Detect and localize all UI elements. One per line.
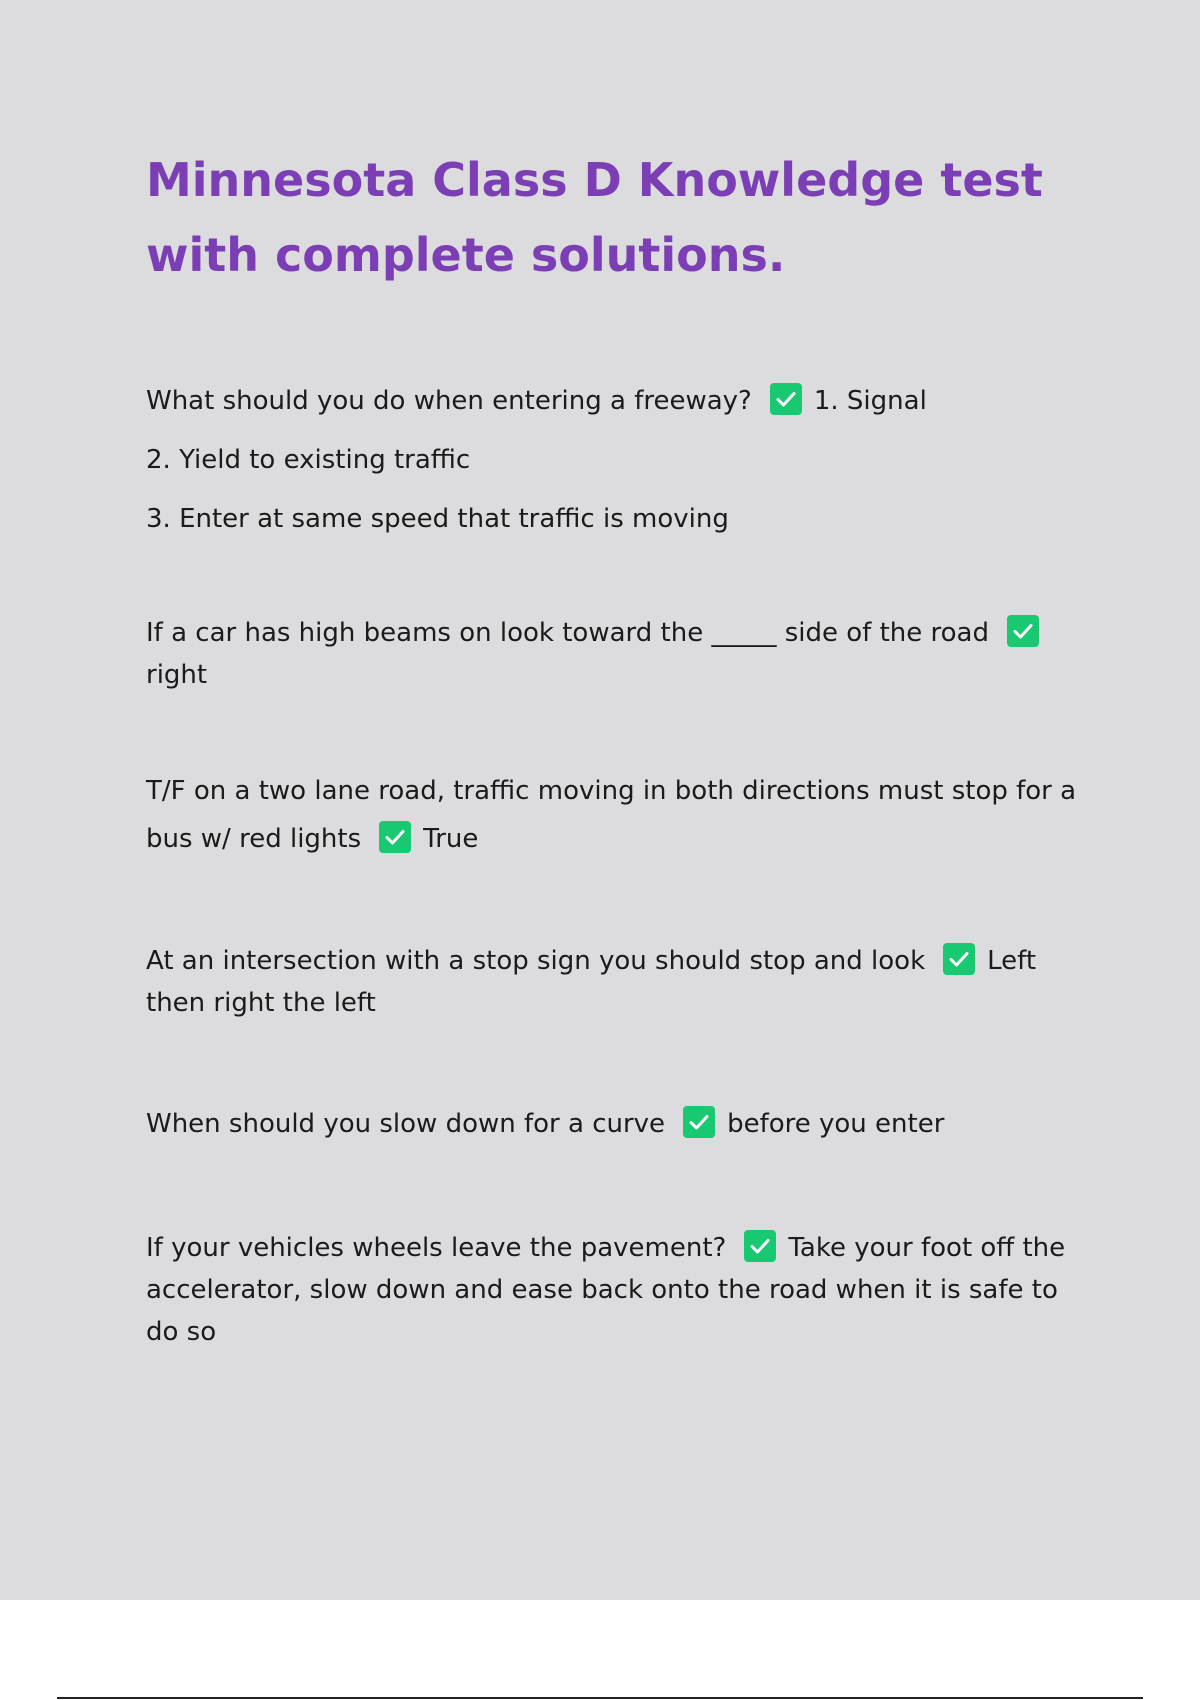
qa-item-6 (146, 1227, 1081, 1353)
answer-text: True (423, 824, 479, 854)
answer-line: 1. Signal (813, 386, 927, 416)
qa-4-text (146, 940, 1081, 1024)
footer-divider (57, 1697, 1143, 1699)
check-box-icon (943, 943, 975, 975)
qa-item-2 (146, 612, 1081, 696)
qa-5-text (146, 1103, 1081, 1145)
answer-text: Take your foot off the accelerator, slow down and ease back onto the road when it is safe to do so (146, 1233, 1066, 1347)
question-text: T/F on a two lane road, traffic moving in both directions must stop for a bus w/ red lights (146, 776, 1077, 854)
document-title: Minnesota Class D Knowledge test with complete solutions. (146, 153, 1043, 282)
qa-3-text (146, 767, 1081, 863)
question-text: When should you slow down for a curve (146, 1109, 666, 1139)
question-text: If your vehicles wheels leave the pavement? (146, 1233, 727, 1263)
qa-item-4 (146, 940, 1081, 1024)
answer-text: right (146, 660, 208, 690)
check-box-icon (683, 1106, 715, 1138)
qa-2-text (146, 612, 1081, 696)
qa-6-text (146, 1227, 1081, 1353)
qa-1-first-line (146, 372, 1081, 431)
check-box-icon (744, 1230, 776, 1262)
question-text: What should you do when entering a freeway? (146, 386, 752, 416)
answer-line: 3. Enter at same speed that traffic is moving (146, 504, 729, 534)
qa-item-1 (146, 372, 1081, 549)
check-box-icon (379, 821, 411, 853)
qa-item-5 (146, 1103, 1081, 1145)
answer-text: before you enter (727, 1109, 945, 1139)
question-text: At an intersection with a stop sign you should stop and look (146, 946, 926, 976)
question-text: If a car has high beams on look toward the _____ side of the road (146, 618, 989, 648)
answer-line: 2. Yield to existing traffic (146, 445, 471, 475)
qa-item-3 (146, 767, 1081, 863)
answer-text: Left then right the left (146, 946, 1037, 1018)
check-box-icon (770, 383, 802, 415)
check-box-icon (1007, 615, 1039, 647)
